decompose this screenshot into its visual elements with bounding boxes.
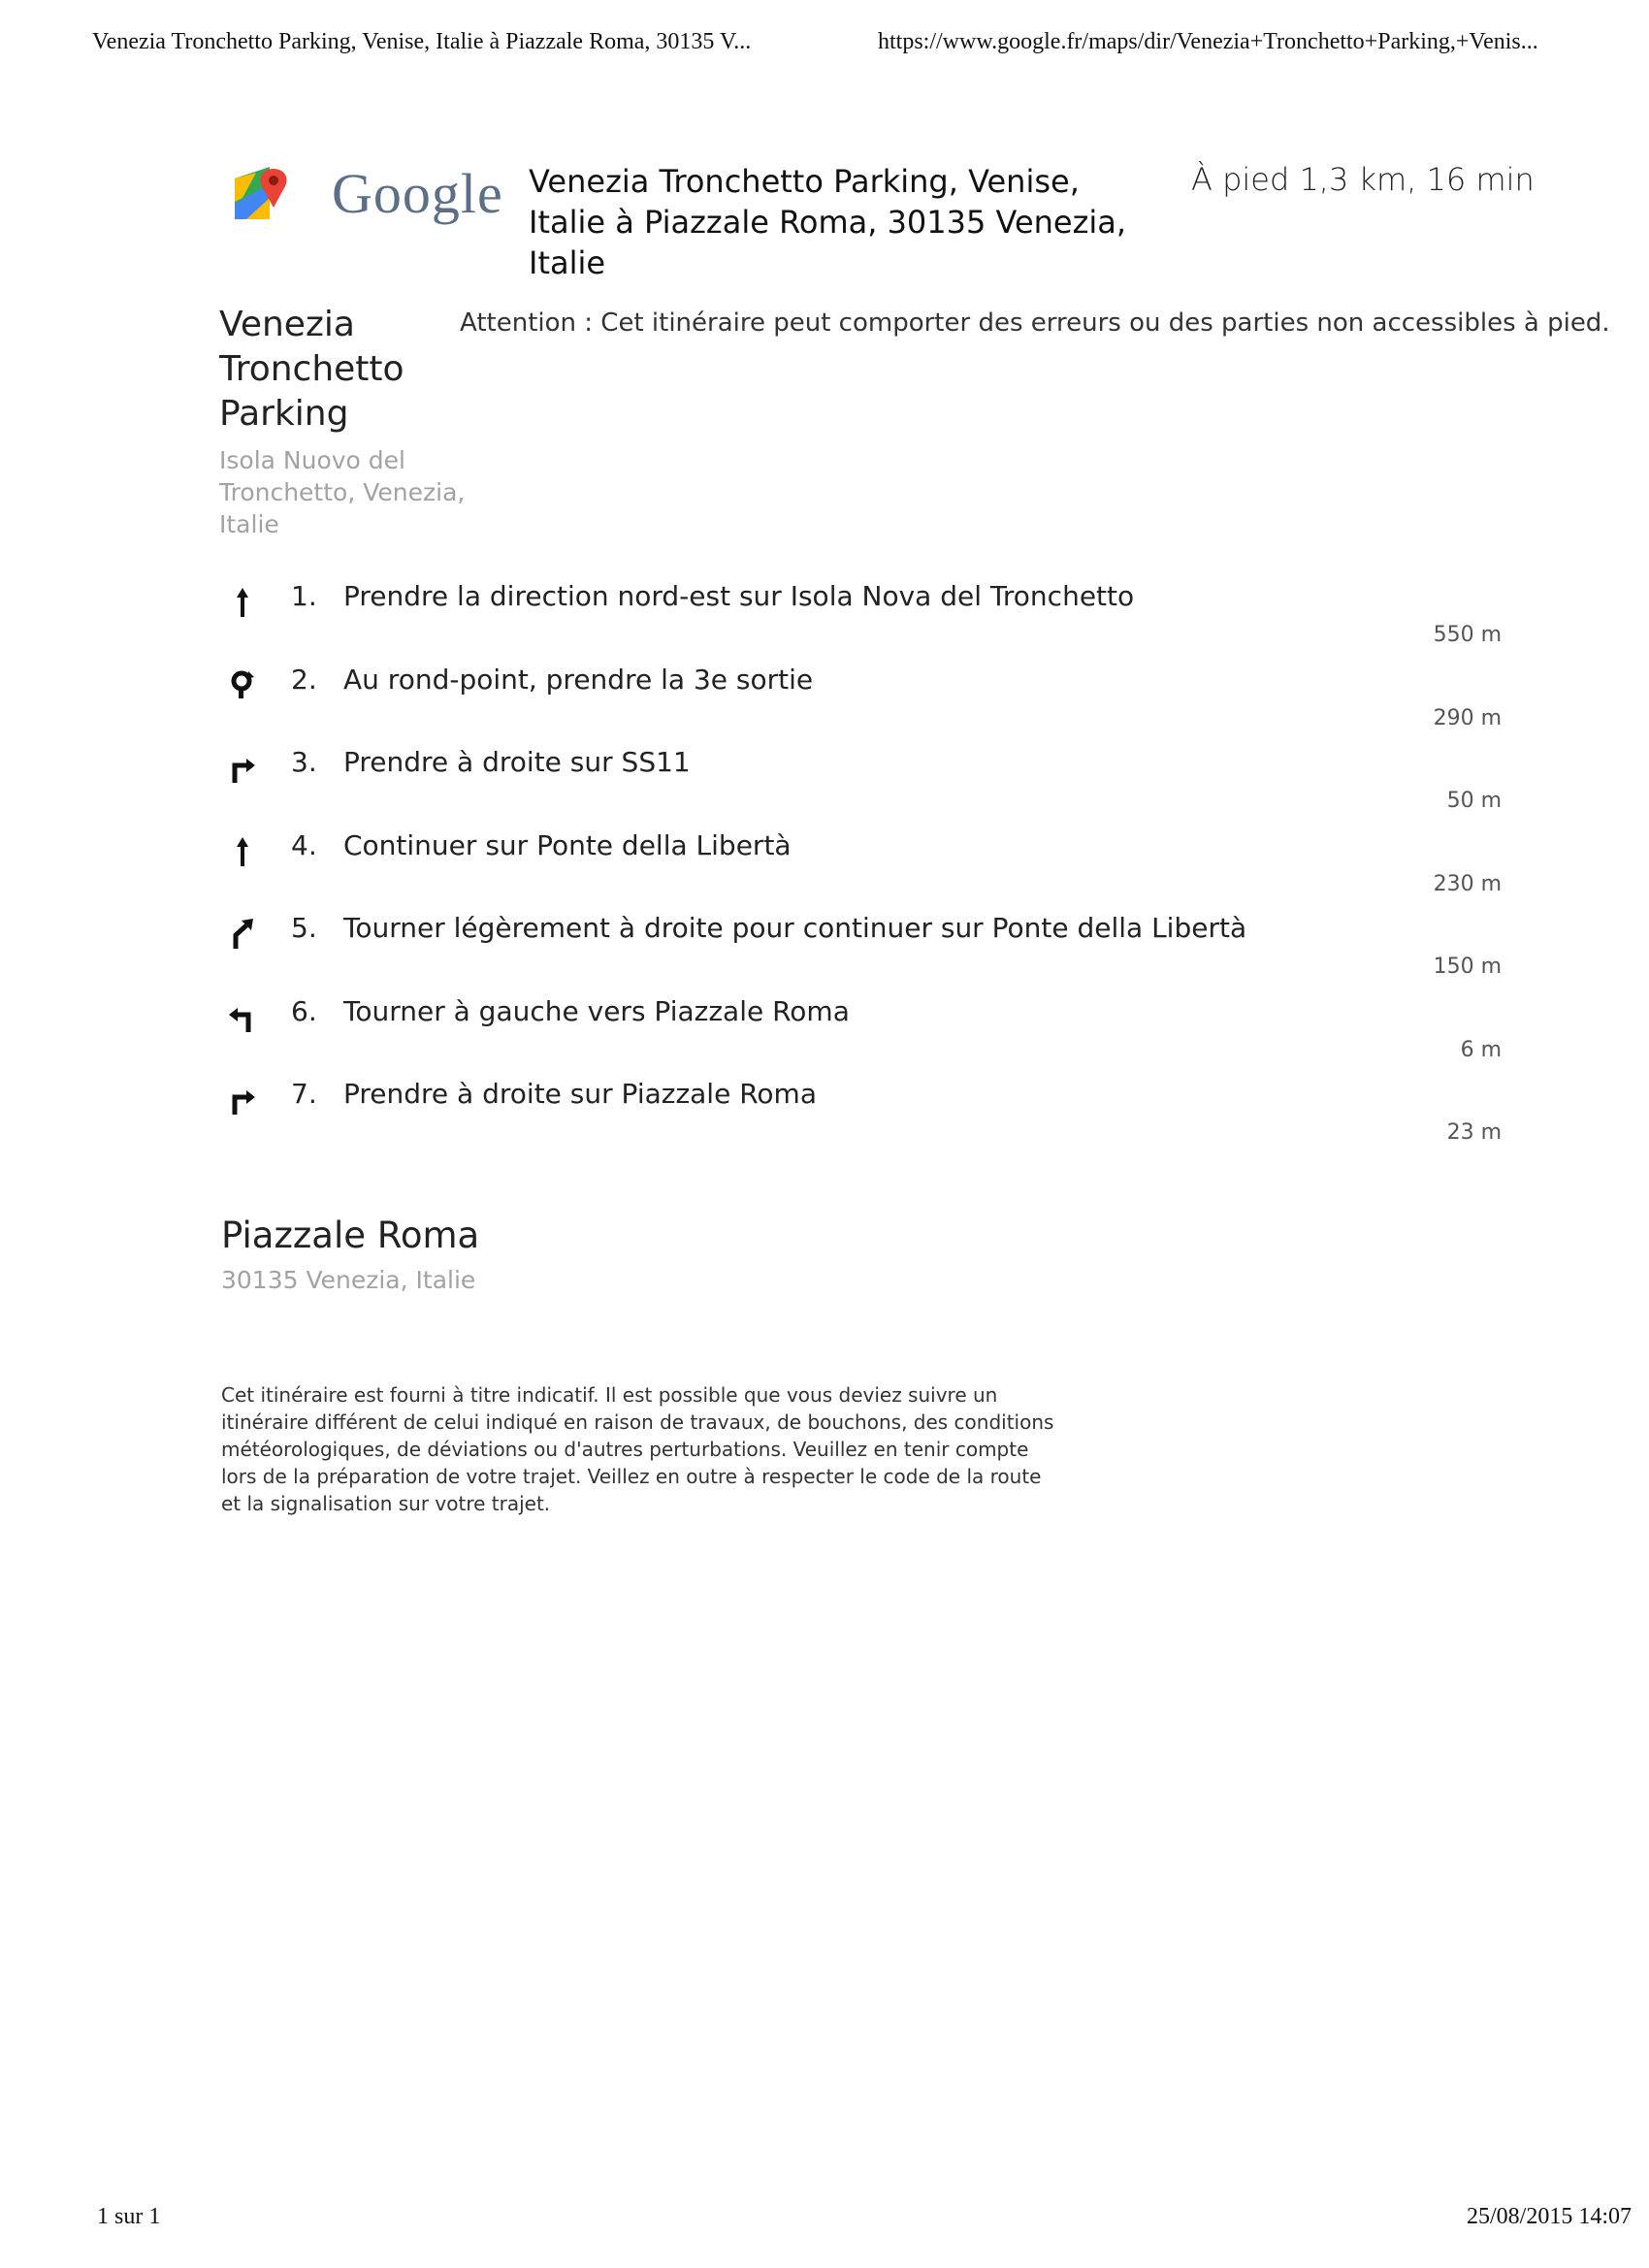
- direction-step: [219, 574, 1509, 658]
- direction-step: [219, 740, 1509, 824]
- turn-right-icon: [227, 750, 258, 785]
- direction-step: [219, 658, 1509, 741]
- google-maps-logo: [233, 161, 503, 226]
- destination-address: 30135 Venezia, Italie: [221, 1266, 476, 1294]
- walking-warning: Attention : Cet itinéraire peut comporter des erreurs ou des parties non accessibles à pied.: [460, 308, 1610, 338]
- step-instruction: Prendre à droite sur Piazzale Roma: [343, 1078, 817, 1110]
- route-title: Venezia Tronchetto Parking, Venise, Italie à Piazzale Roma, 30135 Venezia, Italie: [529, 163, 1127, 281]
- google-maps-pin-icon: [233, 165, 291, 223]
- print-header-url: https://www.google.fr/maps/dir/Venezia+Tronchetto+Parking,+Venis...: [878, 29, 1538, 54]
- print-footer-page: 1 sur 1: [97, 2204, 161, 2229]
- disclaimer: Cet itinéraire est fourni à titre indicatif. Il est possible que vous deviez suivre un itinéraire différent de celui indiqué en raison de travaux, de bouchons, des conditions météorologiques, de déviations ou d'autres perturbations. Veuillez en tenir compte lors de la préparation de votre trajet. Veillez en outre à respecter le code de la route et la signalisation sur votre trajet.: [221, 1383, 1054, 1515]
- direction-step: [219, 1072, 1509, 1155]
- step-number: 4.: [291, 828, 317, 861]
- turn-left-icon: [227, 999, 258, 1034]
- print-header-title: Venezia Tronchetto Parking, Venise, Italie à Piazzale Roma, 30135 V...: [92, 29, 752, 54]
- arrow-up-icon: [227, 584, 258, 619]
- directions-list: [219, 574, 1509, 1155]
- step-distance: 50 m: [1446, 789, 1502, 813]
- step-instruction: Tourner légèrement à droite pour continuer sur Ponte della Libertà: [343, 912, 1247, 944]
- step-number: 1.: [291, 580, 317, 612]
- step-number: 6.: [291, 994, 317, 1027]
- origin-address: Isola Nuovo del Tronchetto, Venezia, Italie: [219, 446, 466, 538]
- step-distance: 230 m: [1433, 871, 1502, 896]
- step-instruction: Au rond-point, prendre la 3e sortie: [343, 663, 814, 696]
- step-number: 7.: [291, 1078, 317, 1110]
- step-distance: 23 m: [1446, 1120, 1502, 1145]
- step-number: 5.: [291, 912, 317, 944]
- route-summary: À pied 1,3 km, 16 min: [1191, 161, 1535, 198]
- step-distance: 550 m: [1433, 623, 1502, 647]
- google-wordmark: Google: [332, 162, 503, 225]
- origin-name: Venezia Tronchetto Parking: [219, 305, 404, 434]
- step-instruction: Prendre la direction nord-est sur Isola Nova del Tronchetto: [343, 580, 1135, 612]
- turn-right-icon: [227, 1082, 258, 1117]
- roundabout-icon: [227, 667, 258, 702]
- step-instruction: Continuer sur Ponte della Libertà: [343, 828, 792, 861]
- arrow-up-icon: [227, 833, 258, 868]
- slight-right-icon: [227, 916, 258, 951]
- step-distance: 6 m: [1460, 1037, 1502, 1062]
- step-instruction: Tourner à gauche vers Piazzale Roma: [343, 994, 850, 1027]
- direction-step: [219, 989, 1509, 1073]
- step-distance: 290 m: [1433, 705, 1502, 730]
- step-number: 3.: [291, 746, 317, 778]
- step-instruction: Prendre à droite sur SS11: [343, 746, 691, 778]
- direction-step: [219, 906, 1509, 989]
- step-number: 2.: [291, 663, 317, 696]
- print-footer-datetime: 25/08/2015 14:07: [1466, 2204, 1632, 2229]
- destination-name: Piazzale Roma: [221, 1215, 480, 1256]
- step-distance: 150 m: [1433, 955, 1502, 979]
- direction-step: [219, 824, 1509, 907]
